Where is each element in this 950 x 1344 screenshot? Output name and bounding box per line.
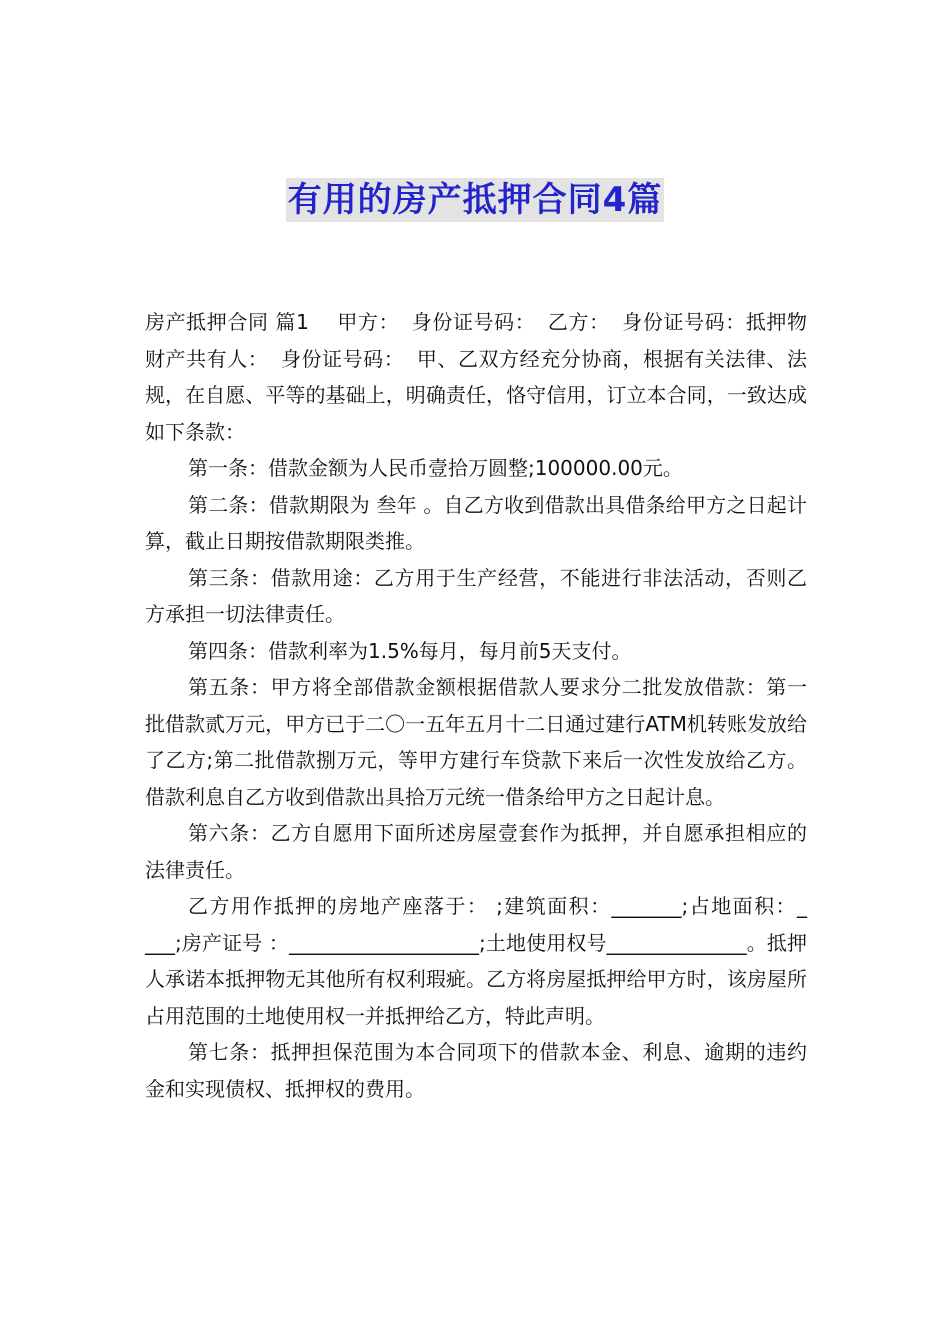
clause-5: 第五条：甲方将全部借款金额根据借款人要求分二批发放借款：第一批借款贰万元，甲方已于二〇一五年五月十二日通过建行ATM机转账发放给了乙方;第二批借款捌万元，等甲方建行车贷款下来后一次性发放给乙方。借款利息自乙方收到借款出具拾万元统一借条给甲方之日起计息。: [145, 675, 807, 809]
co-owner-id-label: 身份证号码：: [280, 346, 405, 371]
clause-3: 第三条：借款用途：乙方用于生产经营，不能进行非法活动，否则乙方承担一切法律责任。: [145, 565, 807, 626]
title-container: [0, 178, 950, 222]
clause-6: 第六条：乙方自愿用下面所述房屋壹套作为抵押，并自愿承担相应的法律责任。: [145, 821, 807, 882]
clause-1: 第一条：借款金额为人民币壹拾万圆整;100000.00元。: [188, 456, 683, 480]
party-b-label: 乙方：: [547, 310, 610, 334]
party-b-id-label: 身份证号码：: [621, 310, 746, 334]
clause-2: 第二条：借款期限为 叁年 。自乙方收到借款出具借条给甲方之日起计算，截止日期按借款期限类推。: [145, 492, 807, 553]
co-owner-label: 抵押物财产共有人：: [145, 310, 808, 371]
document-title: 有用的房产抵押合同4篇: [287, 180, 663, 220]
party-a-label: 甲方：: [336, 310, 400, 334]
contract-heading: 房产抵押合同 篇1: [145, 310, 309, 334]
collateral-details: 乙方用作抵押的房地产座落于： ;建筑面积：_______;占地面积：_ ___;房产证号 ：___________________;土地使用权号______________。抵押人承诺本抵押物无其他所有权利瑕疵。乙方将房屋抵押给甲方时，该房屋所占用范围的土地使用权一并抵押给乙方，特此声明。: [145, 894, 807, 1028]
clause-7: 第七条：抵押担保范围为本合同项下的借款本金、利息、逾期的违约金和实现债权、抵押权的费用。: [145, 1040, 807, 1101]
intro-paragraph: [145, 304, 807, 450]
preamble-text: 甲、乙双方经充分协商，根据有关法律、法规，在自愿、平等的基础上，明确责任，恪守信用，订立本合同，一致达成如下条款：: [145, 346, 807, 444]
party-a-id-label: 身份证号码：: [411, 310, 536, 334]
contract-body: [145, 304, 807, 1107]
clause-4: 第四条：借款利率为1.5%每月，每月前5天支付。: [188, 638, 632, 663]
